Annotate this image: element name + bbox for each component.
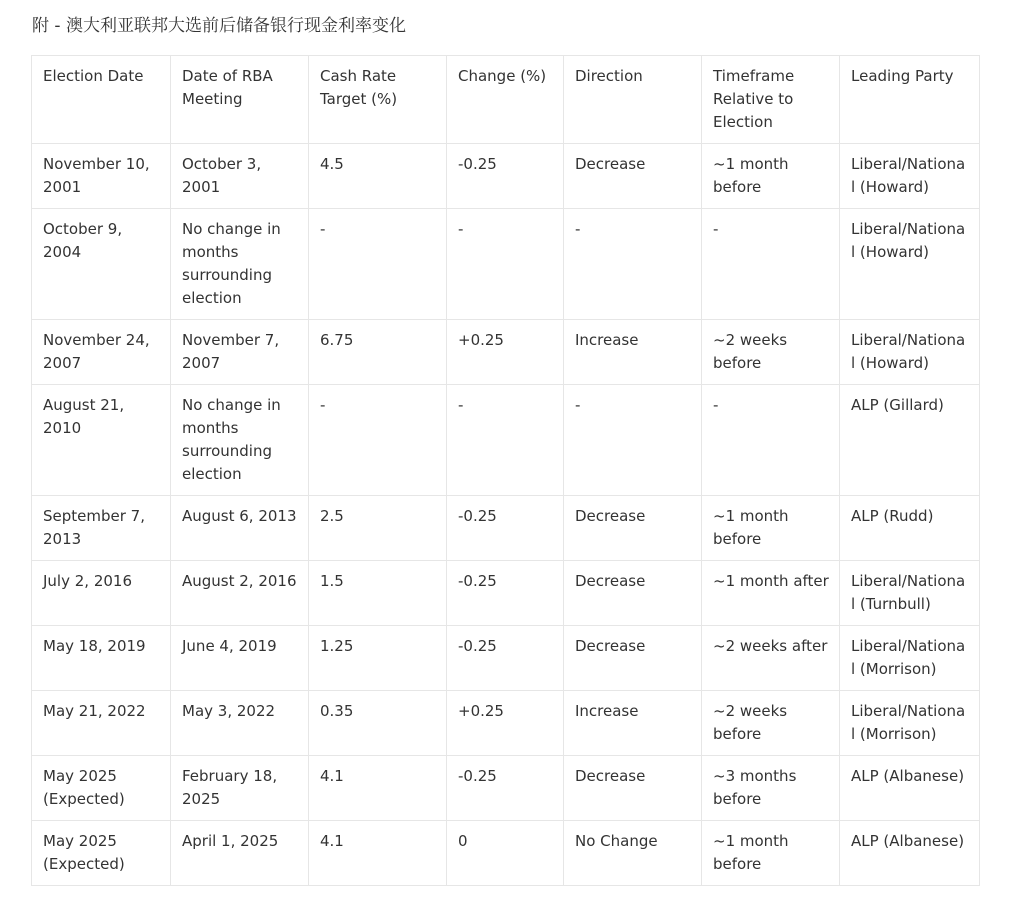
cell-direction: Decrease	[564, 144, 702, 209]
cell-cash-rate: 4.5	[309, 144, 447, 209]
cell-cash-rate: 1.5	[309, 561, 447, 626]
cell-rba-meeting-date: November 7, 2007	[171, 320, 309, 385]
cell-cash-rate: 4.1	[309, 821, 447, 886]
table-row	[32, 561, 980, 626]
table-row	[32, 821, 980, 886]
table-row	[32, 626, 980, 691]
cell-rba-meeting-date: June 4, 2019	[171, 626, 309, 691]
cell-change: +0.25	[447, 320, 564, 385]
table-row	[32, 320, 980, 385]
cell-change: -0.25	[447, 756, 564, 821]
cell-timeframe: ~1 month before	[702, 144, 840, 209]
page-title: 附 - 澳大利亚联邦大选前后储备银行现金利率变化	[32, 16, 406, 36]
cell-timeframe: -	[702, 209, 840, 320]
cell-cash-rate: 1.25	[309, 626, 447, 691]
cell-rba-meeting-date: May 3, 2022	[171, 691, 309, 756]
cell-timeframe: ~2 weeks after	[702, 626, 840, 691]
cell-direction: -	[564, 385, 702, 496]
cell-cash-rate: 6.75	[309, 320, 447, 385]
header-timeframe: Timeframe Relative to Election	[702, 56, 840, 144]
cell-leading-party: Liberal/National (Morrison)	[840, 691, 980, 756]
cell-cash-rate: 4.1	[309, 756, 447, 821]
cell-leading-party: ALP (Gillard)	[840, 385, 980, 496]
header-change: Change (%)	[447, 56, 564, 144]
cell-change: +0.25	[447, 691, 564, 756]
cell-rba-meeting-date: April 1, 2025	[171, 821, 309, 886]
cell-election-date: May 18, 2019	[32, 626, 171, 691]
cell-cash-rate: 0.35	[309, 691, 447, 756]
cell-election-date: July 2, 2016	[32, 561, 171, 626]
cell-leading-party: Liberal/National (Howard)	[840, 144, 980, 209]
cell-rba-meeting-date: No change in months surrounding election	[171, 209, 309, 320]
cell-election-date: August 21, 2010	[32, 385, 171, 496]
cell-election-date: May 21, 2022	[32, 691, 171, 756]
cell-direction: Decrease	[564, 561, 702, 626]
cell-timeframe: ~3 months before	[702, 756, 840, 821]
cell-change: -	[447, 385, 564, 496]
cell-direction: Decrease	[564, 756, 702, 821]
cell-timeframe: ~2 weeks before	[702, 691, 840, 756]
table-row	[32, 756, 980, 821]
table-header-row	[32, 56, 980, 144]
cell-change: -	[447, 209, 564, 320]
cell-election-date: May 2025 (Expected)	[32, 821, 171, 886]
cell-direction: Decrease	[564, 626, 702, 691]
cell-cash-rate: 2.5	[309, 496, 447, 561]
table-row	[32, 144, 980, 209]
cell-leading-party: Liberal/National (Morrison)	[840, 626, 980, 691]
cell-direction: No Change	[564, 821, 702, 886]
cell-change: -0.25	[447, 144, 564, 209]
cell-leading-party: ALP (Albanese)	[840, 756, 980, 821]
cell-leading-party: Liberal/National (Howard)	[840, 209, 980, 320]
cell-rba-meeting-date: No change in months surrounding election	[171, 385, 309, 496]
cell-rba-meeting-date: August 6, 2013	[171, 496, 309, 561]
cell-election-date: September 7, 2013	[32, 496, 171, 561]
cell-rba-meeting-date: October 3, 2001	[171, 144, 309, 209]
cell-timeframe: ~1 month before	[702, 496, 840, 561]
table-row	[32, 496, 980, 561]
cell-direction: Increase	[564, 320, 702, 385]
cell-timeframe: -	[702, 385, 840, 496]
cell-direction: -	[564, 209, 702, 320]
table-row	[32, 209, 980, 320]
cell-change: -0.25	[447, 561, 564, 626]
cell-rba-meeting-date: August 2, 2016	[171, 561, 309, 626]
cell-direction: Decrease	[564, 496, 702, 561]
header-direction: Direction	[564, 56, 702, 144]
cell-leading-party: ALP (Albanese)	[840, 821, 980, 886]
cell-change: -0.25	[447, 496, 564, 561]
cell-election-date: November 24, 2007	[32, 320, 171, 385]
cell-timeframe: ~1 month before	[702, 821, 840, 886]
rba-rate-table	[31, 55, 980, 886]
cell-election-date: October 9, 2004	[32, 209, 171, 320]
cell-cash-rate: -	[309, 209, 447, 320]
cell-election-date: November 10, 2001	[32, 144, 171, 209]
header-cash-rate-target: Cash Rate Target (%)	[309, 56, 447, 144]
cell-timeframe: ~2 weeks before	[702, 320, 840, 385]
cell-leading-party: ALP (Rudd)	[840, 496, 980, 561]
header-rba-meeting-date: Date of RBA Meeting	[171, 56, 309, 144]
cell-change: -0.25	[447, 626, 564, 691]
cell-leading-party: Liberal/National (Turnbull)	[840, 561, 980, 626]
header-leading-party: Leading Party	[840, 56, 980, 144]
cell-timeframe: ~1 month after	[702, 561, 840, 626]
cell-cash-rate: -	[309, 385, 447, 496]
header-election-date: Election Date	[32, 56, 171, 144]
cell-rba-meeting-date: February 18, 2025	[171, 756, 309, 821]
cell-change: 0	[447, 821, 564, 886]
table-row	[32, 385, 980, 496]
cell-election-date: May 2025 (Expected)	[32, 756, 171, 821]
table-row	[32, 691, 980, 756]
cell-direction: Increase	[564, 691, 702, 756]
cell-leading-party: Liberal/National (Howard)	[840, 320, 980, 385]
